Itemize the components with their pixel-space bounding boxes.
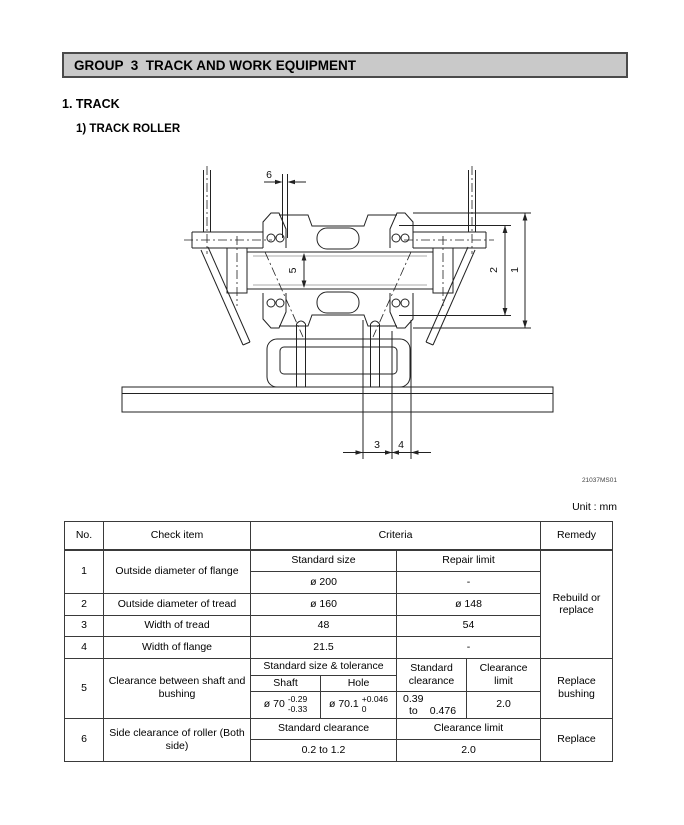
standard-clearance-max: 0.476 — [429, 704, 457, 717]
table-row — [65, 615, 613, 636]
row2-standard-value: ø 160 — [251, 593, 397, 615]
roller-shaft — [247, 252, 433, 289]
bearing-seal-icon — [267, 234, 275, 242]
row2-no: 2 — [65, 593, 104, 615]
row3-no: 3 — [65, 615, 104, 636]
group-title: GROUP 3 TRACK AND WORK EQUIPMENT — [74, 57, 357, 73]
row5-shaft-value — [251, 691, 321, 718]
frame-bolt-right — [469, 166, 476, 254]
row6-clearance-limit-header: Clearance limit — [397, 718, 541, 739]
row4-repair-value: - — [397, 636, 541, 658]
row5-item: Clearance between shaft and bushing — [104, 658, 251, 718]
row1-no: 1 — [65, 550, 104, 593]
track-roller-spec-table — [64, 521, 613, 762]
row6-limit-value: 2.0 — [397, 739, 541, 761]
dimension-label-4: 4 — [398, 439, 404, 451]
dimension-label-6: 6 — [266, 169, 272, 181]
row5-hole-value — [321, 691, 397, 718]
table-row — [65, 636, 613, 658]
col-header-no: No. — [65, 522, 104, 551]
support-leg-right — [373, 247, 475, 345]
dimension-3-4 — [343, 320, 431, 459]
row1-standard-size-header: Standard size — [251, 550, 397, 571]
bracket-left — [184, 232, 272, 248]
row5-remedy: Replace bushing — [541, 658, 613, 718]
unit-label: Unit : mm — [572, 501, 617, 513]
dimension-label-2: 2 — [488, 267, 500, 273]
row1-repair-value: - — [397, 571, 541, 593]
guard-plate — [283, 174, 288, 238]
row5-tolerance-header: Standard size & tolerance — [251, 658, 397, 675]
roller-cross-section — [227, 213, 453, 328]
row5-shaft-header: Shaft — [251, 675, 321, 691]
table-row — [65, 593, 613, 615]
hole-tolerance-upper: +0.046 — [361, 694, 389, 704]
dimension-label-3: 3 — [374, 439, 380, 451]
row2-repair-value: ø 148 — [397, 593, 541, 615]
bracket-right — [404, 232, 494, 248]
table-row — [65, 718, 613, 739]
row6-no: 6 — [65, 718, 104, 761]
standard-clearance-min: 0.39 — [403, 692, 424, 705]
subsection-title: 1) TRACK ROLLER — [76, 123, 181, 135]
row4-no: 4 — [65, 636, 104, 658]
row3-item: Width of tread — [104, 615, 251, 636]
row1-standard-value: ø 200 — [251, 571, 397, 593]
standard-clearance-to: to — [409, 704, 418, 717]
frame-bolt-left — [204, 166, 211, 254]
dimension-2 — [399, 226, 511, 316]
dimension-label-1: 1 — [509, 267, 521, 273]
dimension-6 — [264, 169, 306, 184]
dimension-5 — [287, 253, 306, 288]
row3-repair-value: 54 — [397, 615, 541, 636]
hole-tolerance-lower: 0 — [361, 703, 367, 714]
dimension-label-5: 5 — [287, 267, 299, 274]
table-row — [65, 658, 613, 675]
col-header-remedy: Remedy — [541, 522, 613, 551]
row6-item: Side clearance of roller (Both side) — [104, 718, 251, 761]
table-header-row — [65, 522, 613, 551]
row4-standard-value: 21.5 — [251, 636, 397, 658]
row6-standard-clearance-header: Standard clearance — [251, 718, 397, 739]
row5-clearance-limit-value: 2.0 — [467, 691, 541, 718]
shaft-base-size: ø 70 — [263, 698, 285, 711]
support-leg-left — [201, 247, 303, 345]
col-header-check-item: Check item — [104, 522, 251, 551]
lightening-hole-upper — [317, 228, 359, 249]
row5-standard-clearance-value — [397, 691, 467, 718]
col-header-criteria: Criteria — [251, 522, 541, 551]
row1-repair-limit-header: Repair limit — [397, 550, 541, 571]
track-link — [267, 321, 410, 387]
group-title-banner — [62, 52, 628, 78]
row3-standard-value: 48 — [251, 615, 397, 636]
shaft-tolerance-lower: -0.33 — [287, 703, 308, 714]
section-title: 1. TRACK — [62, 97, 120, 111]
lightening-hole-lower — [317, 292, 359, 313]
row4-item: Width of flange — [104, 636, 251, 658]
remedy-rows-1-4: Rebuild or replace — [541, 550, 613, 658]
shaft-tolerance-upper: -0.29 — [287, 694, 308, 704]
figure-code: 21037MS01 — [581, 477, 617, 484]
row5-clearance-limit-header: Clearance limit — [467, 658, 541, 691]
row2-item: Outside diameter of tread — [104, 593, 251, 615]
row1-item: Outside diameter of flange — [104, 550, 251, 593]
row6-standard-value: 0.2 to 1.2 — [251, 739, 397, 761]
track-shoe — [122, 387, 553, 412]
row6-remedy: Replace — [541, 718, 613, 761]
hole-base-size: ø 70.1 — [328, 698, 359, 711]
row5-standard-clearance-header: Standard clearance — [397, 658, 467, 691]
table-row — [65, 550, 613, 571]
row5-hole-header: Hole — [321, 675, 397, 691]
row5-no: 5 — [65, 658, 104, 718]
track-roller-diagram — [100, 150, 620, 490]
